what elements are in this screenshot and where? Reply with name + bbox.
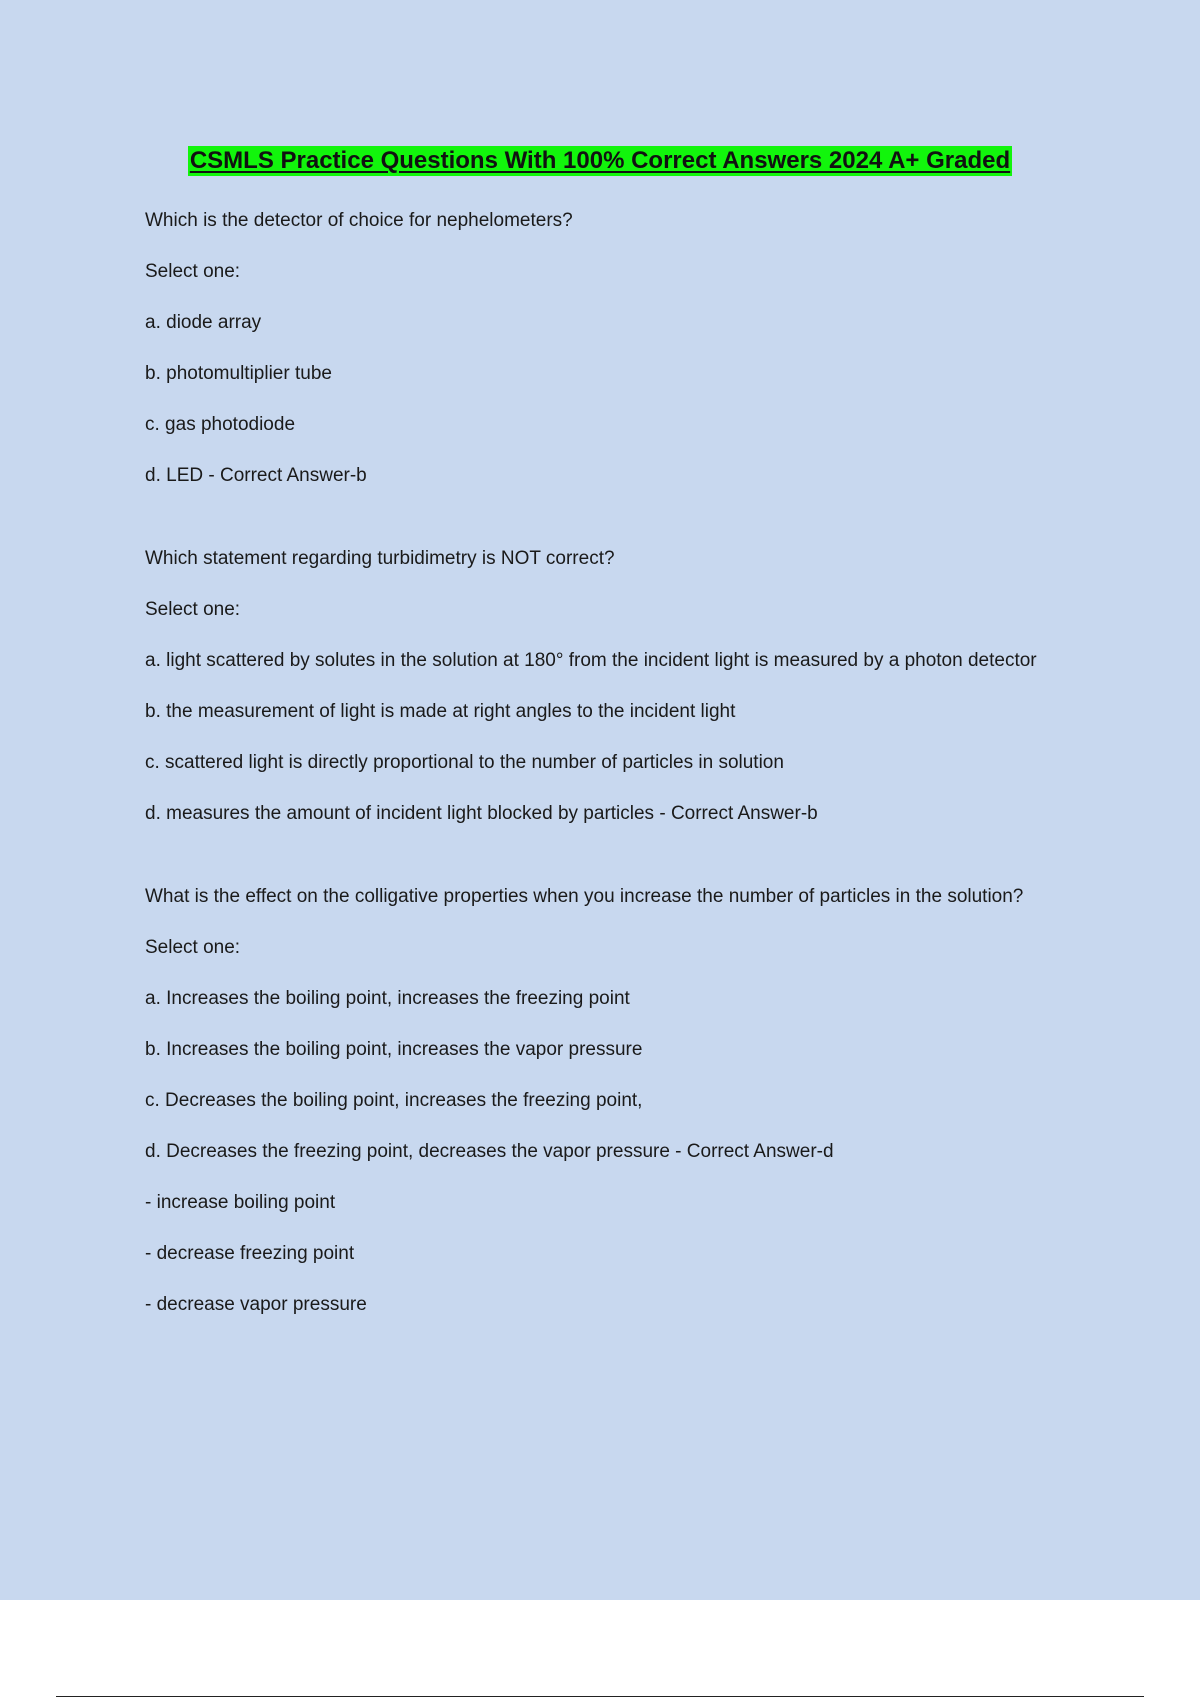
question-block: [145, 205, 1045, 492]
question-text: Which is the detector of choice for nephelometers?: [145, 210, 573, 231]
answer-option: b. the measurement of light is made at right angles to the incident light: [145, 701, 736, 722]
explanation-note: - decrease vapor pressure: [145, 1294, 367, 1315]
select-prompt: Select one:: [145, 599, 241, 620]
answer-option: a. Increases the boiling point, increases the freezing point: [145, 988, 630, 1009]
questions-list: [145, 205, 1045, 1340]
answer-option: c. Decreases the boiling point, increases the freezing point,: [145, 1090, 643, 1111]
question-block: [145, 543, 1045, 830]
answer-option: d. Decreases the freezing point, decreases the vapor pressure - Correct Answer-d: [145, 1141, 834, 1162]
select-prompt: Select one:: [145, 937, 241, 958]
title-wrap: [0, 146, 1200, 176]
explanation-note: - decrease freezing point: [145, 1243, 355, 1264]
question-block: [145, 881, 1045, 1321]
answer-option: c. gas photodiode: [145, 414, 296, 435]
answer-option: b. photomultiplier tube: [145, 363, 332, 384]
answer-option: c. scattered light is directly proportional to the number of particles in solution: [145, 752, 784, 773]
explanation-note: - increase boiling point: [145, 1192, 336, 1213]
select-prompt: Select one:: [145, 261, 241, 282]
answer-option: d. measures the amount of incident light blocked by particles - Correct Answer-b: [145, 803, 818, 824]
answer-option: d. LED - Correct Answer-b: [145, 465, 367, 486]
question-text: Which statement regarding turbidimetry is NOT correct?: [145, 548, 615, 569]
footer-rule: [56, 1696, 1144, 1697]
question-text: What is the effect on the colligative properties when you increase the number of particles in the solution?: [145, 886, 1024, 907]
answer-option: a. light scattered by solutes in the solution at 180° from the incident light is measured by a photon detector: [145, 650, 1037, 671]
answer-option: b. Increases the boiling point, increases the vapor pressure: [145, 1039, 643, 1060]
document-title: CSMLS Practice Questions With 100% Correct Answers 2024 A+ Graded: [189, 147, 1011, 174]
answer-option: a. diode array: [145, 312, 262, 333]
